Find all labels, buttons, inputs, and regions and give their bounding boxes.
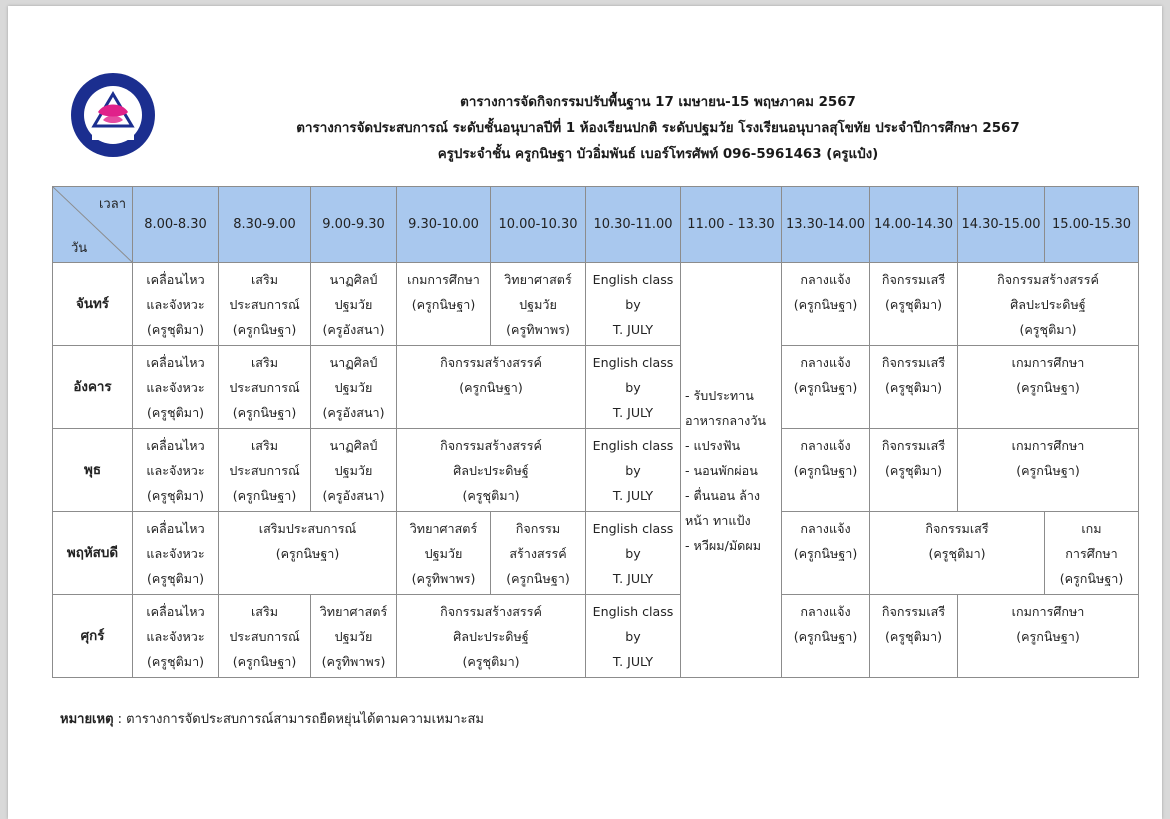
activity-text: เคลื่อนไหว — [146, 521, 205, 536]
activity-cell — [397, 346, 586, 429]
activity-text: กลางแจ้ง — [800, 521, 851, 536]
activity-text: English class — [592, 438, 674, 453]
activity-text: เสริม — [250, 272, 279, 287]
time-slot-header: 13.30-14.00 — [782, 187, 870, 263]
activity-text: เคลื่อนไหว — [146, 272, 205, 287]
activity-text: by — [625, 297, 641, 312]
activity-text: กลางแจ้ง — [800, 604, 851, 619]
activity-text: วิทยาศาสตร์ — [319, 604, 388, 619]
activity-text: เสริม — [250, 604, 279, 619]
activity-text: English class — [592, 355, 674, 370]
school-logo-icon — [70, 72, 156, 158]
title-line-1: ตารางการจัดกิจกรรมปรับพื้นฐาน 17 เมษายน-15 พฤษภาคม 2567 — [460, 95, 856, 110]
activity-text: (ครูกนิษฐา) — [275, 546, 340, 561]
activity-text: กิจกรรมสร้างสรรค์ — [440, 438, 542, 453]
activity-text: เกมการศึกษา — [1011, 604, 1085, 619]
activity-text: (ครูชุติมา) — [884, 629, 943, 644]
activity-text: English class — [592, 272, 674, 287]
activity-text: กลางแจ้ง — [800, 272, 851, 287]
activity-text: เสริม — [250, 355, 279, 370]
day-label: พุธ — [53, 429, 133, 512]
activity-text: กิจกรรมเสรี — [881, 438, 946, 453]
activity-text: ศิลปะประดิษฐ์ — [453, 463, 529, 478]
activity-cell — [586, 512, 681, 595]
activity-text: (ครูกนิษฐา) — [459, 380, 523, 395]
activity-text: (ครูทิพาพร) — [321, 654, 386, 669]
activity-text: (ครูกนิษฐา) — [232, 322, 297, 337]
activity-text: และจังหวะ — [146, 297, 205, 312]
lunch-activity-line: - รับประทาน — [685, 387, 754, 403]
activity-text: กิจกรรมสร้างสรรค์ — [440, 355, 542, 370]
activity-text: (ครูชุติมา) — [462, 488, 520, 503]
activity-text: เสริมประสบการณ์ — [258, 521, 357, 536]
activity-text: (ครูกนิษฐา) — [793, 629, 858, 644]
activity-cell — [586, 429, 681, 512]
activity-text: T. JULY — [612, 322, 654, 337]
activity-cell — [958, 346, 1139, 429]
corner-time-label: เวลา — [98, 197, 126, 212]
activity-text: (ครูชุติมา) — [884, 463, 943, 478]
activity-text: ปฐมวัย — [424, 546, 463, 561]
activity-cell — [133, 512, 219, 595]
footnote — [60, 708, 484, 729]
activity-text: (ครูทิพาพร) — [506, 322, 570, 337]
day-row — [53, 263, 1139, 346]
activity-cell — [870, 512, 1045, 595]
activity-text: การศึกษา — [1065, 546, 1118, 561]
activity-text: (ครูกนิษฐา) — [1016, 380, 1080, 395]
day-label: อังคาร — [53, 346, 133, 429]
activity-text: กลางแจ้ง — [800, 355, 851, 370]
activity-text: (ครูชุติมา) — [1019, 322, 1077, 337]
activity-text: T. JULY — [612, 488, 654, 503]
activity-text: (ครูชุติมา) — [146, 571, 205, 586]
activity-cell — [133, 595, 219, 678]
activity-text: (ครูกนิษฐา) — [793, 546, 858, 561]
activity-cell — [870, 595, 958, 678]
activity-cell — [219, 512, 397, 595]
activity-cell — [1045, 512, 1139, 595]
activity-text: ศิลปะประดิษฐ์ — [453, 629, 529, 644]
activity-cell — [397, 429, 586, 512]
activity-text: เกมการศึกษา — [407, 272, 480, 287]
lunch-activity-line: หน้า ทาแป้ง — [685, 512, 751, 528]
time-slot-header: 8.30-9.00 — [219, 187, 311, 263]
activity-text: (ครูอังสนา) — [322, 322, 385, 337]
activity-cell — [782, 263, 870, 346]
activity-cell — [870, 263, 958, 346]
activity-text: (ครูกนิษฐา) — [232, 405, 297, 420]
activity-text: กิจกรรมเสรี — [881, 604, 946, 619]
activity-cell — [219, 263, 311, 346]
activity-text: ประสบการณ์ — [229, 380, 300, 395]
activity-cell — [491, 512, 586, 595]
activity-cell — [311, 429, 397, 512]
activity-text: กิจกรรมเสรี — [881, 355, 946, 370]
activity-text: (ครูชุติมา) — [146, 654, 205, 669]
activity-cell — [219, 346, 311, 429]
activity-cell — [586, 595, 681, 678]
activity-text: และจังหวะ — [146, 380, 205, 395]
activity-text: T. JULY — [612, 571, 654, 586]
activity-text: และจังหวะ — [146, 629, 205, 644]
activity-cell — [958, 263, 1139, 346]
activity-text: (ครูอังสนา) — [322, 405, 385, 420]
activity-cell — [311, 263, 397, 346]
activity-text: ปฐมวัย — [334, 463, 373, 478]
activity-text: (ครูชุติมา) — [146, 488, 205, 503]
activity-text: เคลื่อนไหว — [146, 438, 205, 453]
activity-text: สร้างสรรค์ — [509, 546, 567, 561]
activity-cell — [133, 263, 219, 346]
activity-text: (ครูชุติมา) — [884, 380, 943, 395]
activity-cell — [397, 263, 491, 346]
activity-text: ปฐมวัย — [334, 297, 373, 312]
activity-text: นาฏศิลป์ — [329, 438, 378, 453]
title-line-2: ตารางการจัดประสบการณ์ ระดับชั้นอนุบาลปีที่ 1 ห้องเรียนปกติ ระดับปฐมวัย โรงเรียนอนุบาลสุโขทัย ประจำปีการศึกษา 2567 — [296, 121, 1020, 136]
time-header-row — [53, 187, 1139, 263]
activity-text: by — [625, 463, 641, 478]
document-page — [8, 6, 1162, 819]
activity-text: T. JULY — [612, 405, 654, 420]
activity-text: (ครูกนิษฐา) — [411, 297, 476, 312]
activity-text: by — [625, 380, 641, 395]
activity-text: (ครูชุติมา) — [146, 322, 205, 337]
activity-cell — [397, 512, 491, 595]
activity-cell — [782, 346, 870, 429]
activity-text: ปฐมวัย — [519, 297, 557, 312]
activity-text: (ครูกนิษฐา) — [1016, 463, 1080, 478]
time-slot-header: 11.00 - 13.30 — [681, 187, 782, 263]
activity-text: English class — [592, 521, 674, 536]
activity-text: (ครูกนิษฐา) — [1059, 571, 1124, 586]
title-line-3: ครูประจำชั้น ครูกนิษฐา บัวอิ่มพันธ์ เบอร์โทรศัพท์ 096-5961463 (ครูแป๋ง) — [437, 147, 879, 162]
activity-text: ปฐมวัย — [334, 380, 373, 395]
activity-text: เคลื่อนไหว — [146, 604, 205, 619]
footnote-text: : ตารางการจัดประสบการณ์สามารถยืดหยุ่นได้ตามความเหมาะสม — [113, 712, 484, 727]
activity-cell — [491, 263, 586, 346]
activity-cell — [219, 429, 311, 512]
activity-text: (ครูชุติมา) — [884, 297, 943, 312]
lunch-activity-line: - หวีผม/มัดผม — [685, 537, 762, 553]
school-logo — [70, 72, 156, 158]
activity-text: เคลื่อนไหว — [146, 355, 205, 370]
activity-text: เสริม — [250, 438, 279, 453]
activity-cell — [133, 346, 219, 429]
activity-text: (ครูกนิษฐา) — [793, 380, 858, 395]
activity-cell — [397, 595, 586, 678]
lunch-activity-line: - ตื่นนอน ล้าง — [685, 487, 761, 503]
activity-text: วิทยาศาสตร์ — [409, 521, 478, 536]
time-slot-header: 9.00-9.30 — [311, 187, 397, 263]
activity-text: ปฐมวัย — [334, 629, 373, 644]
activity-text: (ครูกนิษฐา) — [793, 297, 858, 312]
activity-text: ศิลปะประดิษฐ์ — [1010, 297, 1086, 312]
activity-text: ประสบการณ์ — [229, 629, 300, 644]
activity-text: (ครูทิพาพร) — [411, 571, 476, 586]
activity-text: (ครูกนิษฐา) — [506, 571, 570, 586]
corner-day-label: วัน — [71, 241, 88, 256]
activity-text: กิจกรรมสร้างสรรค์ — [440, 604, 542, 619]
activity-text: กิจกรรมสร้างสรรค์ — [997, 272, 1099, 287]
corner-cell — [53, 187, 133, 263]
activity-text: กิจกรรม — [515, 521, 561, 536]
day-row — [53, 346, 1139, 429]
activity-text: เกม — [1081, 521, 1102, 536]
activity-cell — [311, 595, 397, 678]
activity-text: วิทยาศาสตร์ — [504, 272, 572, 287]
time-slot-header: 8.00-8.30 — [133, 187, 219, 263]
activity-text: (ครูกนิษฐา) — [232, 488, 297, 503]
footnote-label: หมายเหตุ — [60, 712, 114, 727]
activity-text: กิจกรรมเสรี — [925, 521, 989, 536]
activity-text: นาฏศิลป์ — [329, 355, 378, 370]
time-slot-header: 15.00-15.30 — [1045, 187, 1139, 263]
activity-cell — [219, 595, 311, 678]
time-slot-header: 10.30-11.00 — [586, 187, 681, 263]
activity-text: กิจกรรมเสรี — [881, 272, 946, 287]
schedule-table — [52, 186, 1139, 678]
activity-cell — [958, 429, 1139, 512]
lunch-activity-line: - นอนพักผ่อน — [685, 462, 758, 478]
day-label: จันทร์ — [53, 263, 133, 346]
activity-text: (ครูกนิษฐา) — [1016, 629, 1080, 644]
activity-text: และจังหวะ — [146, 463, 205, 478]
activity-text: (ครูชุติมา) — [928, 546, 986, 561]
activity-text: นาฏศิลป์ — [329, 272, 378, 287]
lunch-break-cell — [681, 263, 782, 678]
activity-text: และจังหวะ — [146, 546, 205, 561]
day-row — [53, 429, 1139, 512]
activity-text: by — [625, 629, 641, 644]
time-slot-header: 14.30-15.00 — [958, 187, 1045, 263]
activity-cell — [782, 512, 870, 595]
activity-cell — [958, 595, 1139, 678]
time-slot-header: 9.30-10.00 — [397, 187, 491, 263]
activity-cell — [586, 263, 681, 346]
activity-cell — [782, 595, 870, 678]
activity-cell — [586, 346, 681, 429]
activity-text: (ครูอังสนา) — [322, 488, 385, 503]
activity-text: ประสบการณ์ — [229, 463, 300, 478]
day-label: พฤหัสบดี — [53, 512, 133, 595]
document-header — [158, 90, 1158, 168]
activity-cell — [133, 429, 219, 512]
activity-text: (ครูกนิษฐา) — [232, 654, 297, 669]
activity-cell — [782, 429, 870, 512]
day-label: ศุกร์ — [53, 595, 133, 678]
activity-text: กลางแจ้ง — [800, 438, 851, 453]
activity-text: เกมการศึกษา — [1011, 438, 1085, 453]
activity-text: T. JULY — [612, 654, 654, 669]
activity-cell — [311, 346, 397, 429]
activity-cell — [870, 429, 958, 512]
lunch-activity-line: - แปรงฟัน — [685, 437, 741, 453]
activity-text: (ครูกนิษฐา) — [793, 463, 858, 478]
activity-text: English class — [592, 604, 674, 619]
time-slot-header: 10.00-10.30 — [491, 187, 586, 263]
activity-text: ประสบการณ์ — [229, 297, 300, 312]
activity-text: เกมการศึกษา — [1011, 355, 1085, 370]
day-row — [53, 595, 1139, 678]
activity-cell — [870, 346, 958, 429]
activity-text: (ครูชุติมา) — [462, 654, 520, 669]
day-row — [53, 512, 1139, 595]
lunch-activity-line: อาหารกลางวัน — [685, 412, 767, 428]
activity-text: (ครูชุติมา) — [146, 405, 205, 420]
time-slot-header: 14.00-14.30 — [870, 187, 958, 263]
activity-text: by — [625, 546, 641, 561]
